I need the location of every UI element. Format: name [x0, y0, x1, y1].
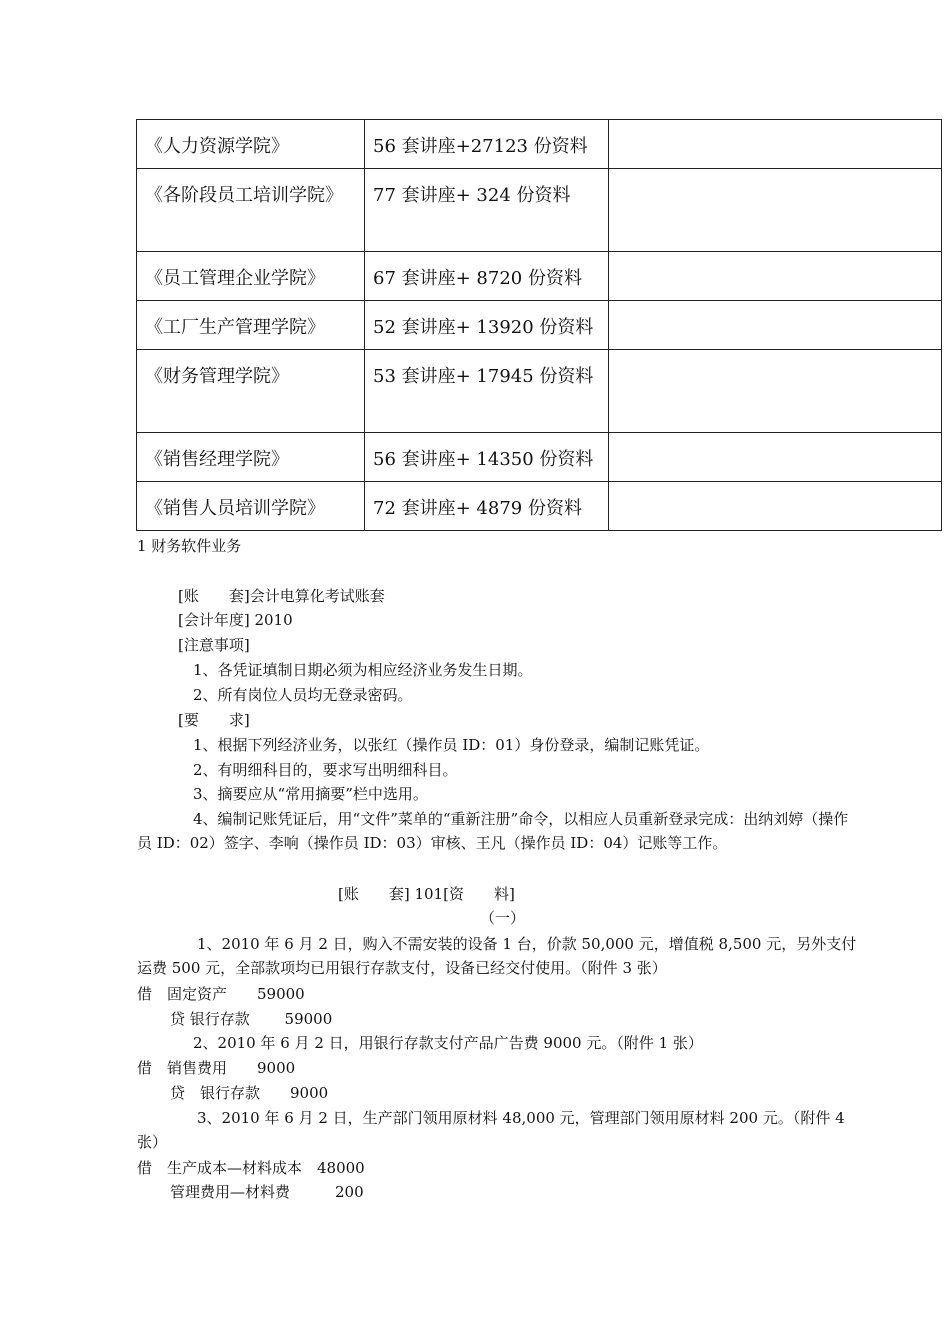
course-extra — [609, 120, 942, 169]
table-row — [137, 482, 942, 531]
course-detail: 67 套讲座+ 8720 份资料 — [365, 252, 609, 301]
data-header: [账 套] 101[资 料] — [338, 885, 515, 903]
requirement-item: 1、根据下列经济业务，以张红（操作员 ID：01）身份登录，编制记账凭证。 — [193, 736, 710, 754]
transaction-text: 1、2010 年 6 月 2 日，购入不需安装的设备 1 台，价款 50,000 元，增值税 8,500 元，另外支付运费 500 元，全部款项均已用银行存款支付，设备已经交付使用。（附件 3 张） — [137, 935, 857, 977]
note-item: 2、所有岗位人员均无登录密码。 — [193, 686, 413, 704]
table-row — [137, 301, 942, 350]
course-detail: 77 套讲座+ 324 份资料 — [365, 169, 609, 252]
course-name: 《销售人员培训学院》 — [137, 482, 365, 531]
course-name: 《各阶段员工培训学院》 — [137, 169, 365, 252]
course-extra — [609, 350, 942, 433]
requirement-item: 3、摘要应从“常用摘要”栏中选用。 — [193, 785, 428, 803]
table-row — [137, 252, 942, 301]
accounting-year-line: [会计年度] 2010 — [178, 611, 293, 629]
account-set-line: [账 套]会计电算化考试账套 — [178, 587, 385, 605]
requirements-heading: [要 求] — [178, 711, 250, 729]
course-detail: 53 套讲座+ 17945 份资料 — [365, 350, 609, 433]
table-row — [137, 169, 942, 252]
course-name: 《财务管理学院》 — [137, 350, 365, 433]
course-extra — [609, 169, 942, 252]
course-name: 《员工管理企业学院》 — [137, 252, 365, 301]
transaction-text: 2、2010 年 6 月 2 日，用银行存款支付产品广告费 9000 元。（附件 1 张） — [193, 1034, 703, 1052]
course-detail: 52 套讲座+ 13920 份资料 — [365, 301, 609, 350]
transaction-text: 3、2010 年 6 月 2 日，生产部门领用原材料 48,000 元，管理部门领用原材料 200 元。（附件 4 张） — [137, 1109, 845, 1151]
requirement-item: 4、编制记账凭证后，用“文件”菜单的“重新注册”命令，以相应人员重新登录完成：出纳刘婷（操作员 ID：02）签字、李响（操作员 ID：03）审核、王凡（操作员 ID：04）记账等工作。 — [137, 810, 849, 852]
journal-entry: 借 固定资产 59000 — [137, 985, 305, 1003]
journal-entry: 管理费用—材料费 200 — [170, 1183, 364, 1201]
data-subheader: （一） — [480, 909, 526, 927]
course-extra — [609, 482, 942, 531]
course-name: 《工厂生产管理学院》 — [137, 301, 365, 350]
table-row — [137, 120, 942, 169]
course-extra — [609, 252, 942, 301]
course-name: 《销售经理学院》 — [137, 433, 365, 482]
journal-entry: 借 销售费用 9000 — [137, 1059, 296, 1077]
course-detail: 72 套讲座+ 4879 份资料 — [365, 482, 609, 531]
journal-entry: 借 生产成本—材料成本 48000 — [137, 1159, 365, 1177]
courses-table — [136, 119, 942, 531]
journal-entry: 贷 银行存款 9000 — [170, 1084, 329, 1102]
course-detail: 56 套讲座+ 14350 份资料 — [365, 433, 609, 482]
requirement-item: 2、有明细科目的，要求写出明细科目。 — [193, 761, 458, 779]
table-row — [137, 433, 942, 482]
journal-entry: 贷 银行存款 59000 — [170, 1010, 333, 1028]
table-row — [137, 350, 942, 433]
section-title: 1 财务软件业务 — [137, 537, 242, 555]
course-extra — [609, 301, 942, 350]
note-item: 1、各凭证填制日期必须为相应经济业务发生日期。 — [193, 661, 533, 679]
course-extra — [609, 433, 942, 482]
course-detail: 56 套讲座+27123 份资料 — [365, 120, 609, 169]
notes-heading: [注意事项] — [178, 636, 250, 654]
course-name: 《人力资源学院》 — [137, 120, 365, 169]
